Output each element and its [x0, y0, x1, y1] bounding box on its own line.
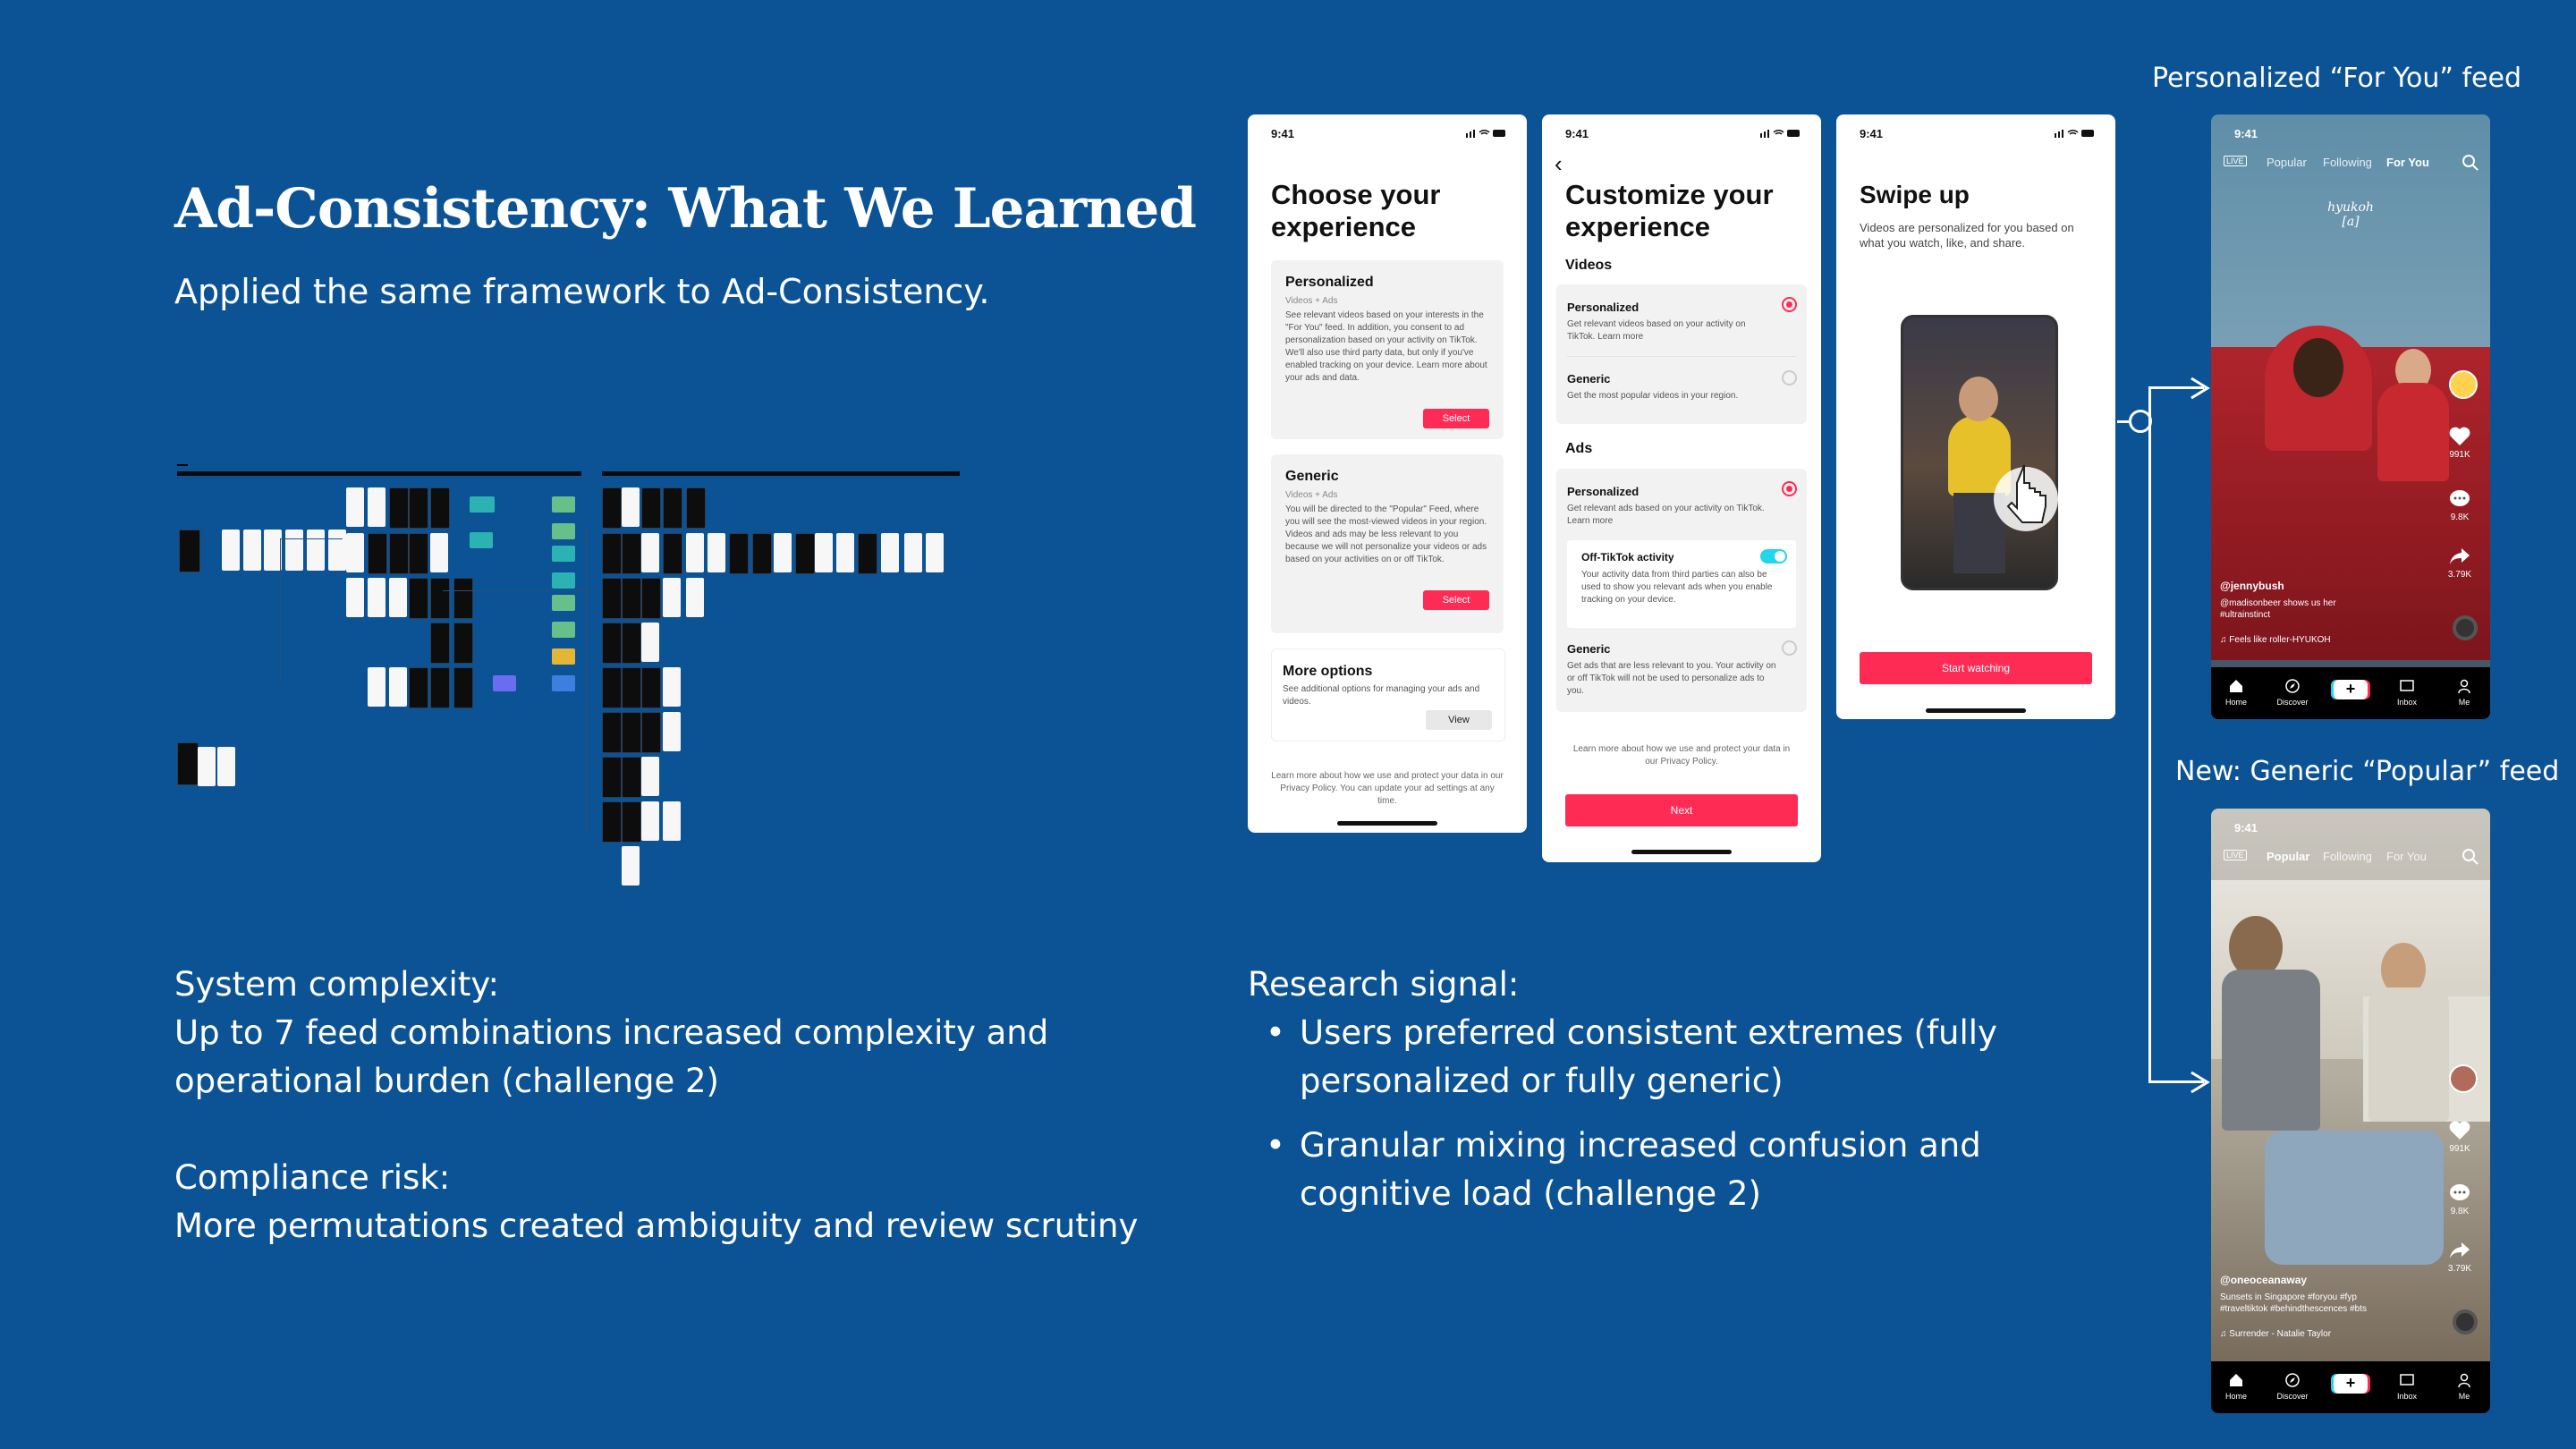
more-options-card[interactable]	[1271, 648, 1505, 741]
flow-map-thumbnail	[602, 487, 622, 529]
flow-map-thumbnail	[552, 572, 575, 589]
create-button[interactable]: +	[2334, 1374, 2368, 1394]
comment-button[interactable]: 9.8K	[2444, 1182, 2476, 1216]
flow-map-thumbnail	[881, 533, 899, 572]
research-bullet: • Users preferred consistent extremes (fully personalized or fully generic)	[1248, 1009, 1997, 1106]
bottom-nav	[2211, 667, 2490, 719]
slide-subtitle: Applied the same framework to Ad-Consistency.	[174, 272, 990, 311]
comment-icon	[2448, 1182, 2471, 1204]
home-indicator	[1926, 708, 2026, 713]
option-description: Get the most popular videos in your region.	[1567, 391, 1739, 401]
flow-map-thumbnail	[729, 533, 749, 574]
search-icon[interactable]	[2462, 154, 2479, 172]
flow-map-thumbnail	[641, 533, 659, 572]
flow-map-thumbnail	[552, 595, 575, 611]
flow-map-thumbnail	[368, 667, 386, 707]
flow-map-thumbnail	[774, 533, 792, 572]
sound-disc-icon[interactable]	[2453, 1309, 2478, 1335]
discover-icon	[2284, 678, 2301, 694]
flow-map-thumbnail	[552, 622, 575, 638]
flow-map-thumbnail	[493, 675, 516, 691]
bottom-nav	[2211, 1361, 2490, 1413]
profile-icon	[2456, 678, 2472, 694]
tab-popular[interactable]: Popular	[2267, 850, 2310, 863]
flow-map-thumbnail	[904, 533, 922, 572]
slide-title: Ad-Consistency: What We Learned	[174, 177, 1196, 241]
live-icon[interactable]: LIVE	[2224, 156, 2247, 166]
phone-preview-illustration	[1901, 315, 2058, 590]
flow-map	[174, 456, 979, 894]
flow-map-thumbnail	[368, 487, 386, 527]
card-subtitle: Videos + Ads	[1285, 490, 1338, 500]
flow-map-thumbnail	[430, 578, 450, 619]
flow-map-thumbnail	[430, 533, 448, 572]
comment-icon	[2448, 488, 2471, 510]
flow-map-thumbnail	[368, 533, 387, 574]
video-overlay-text: hyukoh [a]	[2327, 200, 2374, 229]
tab-for-you[interactable]: For You	[2386, 156, 2429, 169]
for-you-feed-label: Personalized “For You” feed	[2152, 63, 2521, 94]
status-time: 9:41	[2234, 127, 2258, 140]
home-indicator	[1631, 850, 1732, 854]
flow-map-thumbnail	[430, 487, 450, 529]
sound-disc-icon[interactable]	[2453, 615, 2478, 640]
flow-map-thumbnail	[602, 667, 622, 708]
flow-map-thumbnail	[622, 667, 641, 708]
flow-map-thumbnail	[602, 623, 622, 664]
share-icon	[2448, 1240, 2471, 1261]
flow-map-thumbnail	[641, 712, 661, 753]
option-label: Generic	[1567, 642, 1611, 656]
section-body: More permutations created ambiguity and review scrutiny	[174, 1207, 1139, 1245]
flow-map-thumbnail	[409, 667, 428, 708]
video-username[interactable]: @oneoceanaway	[2220, 1274, 2308, 1286]
flow-map-thumbnail	[686, 487, 706, 529]
flow-map-thumbnail	[243, 530, 261, 571]
flow-map-connector	[586, 528, 587, 832]
nav-discover[interactable]: Discover	[2276, 698, 2309, 707]
nav-home[interactable]: Home	[2224, 1392, 2247, 1401]
flow-map-thumbnail	[430, 667, 450, 708]
card-title: More options	[1283, 664, 1373, 679]
swipe-hand-icon	[1990, 463, 2062, 535]
videos-heading: Videos	[1565, 258, 1613, 273]
flow-map-thumbnail	[552, 546, 575, 562]
flow-map-thumbnail	[470, 496, 495, 513]
flow-map-thumbnail	[663, 667, 681, 707]
discover-icon	[2284, 1372, 2301, 1388]
video-sound[interactable]: ♫ Surrender - Natalie Taylor	[2220, 1329, 2332, 1339]
section-heading: Research signal:	[1248, 965, 1520, 1004]
flow-map-connector	[280, 538, 281, 682]
off-tiktok-toggle[interactable]	[1760, 549, 1787, 564]
tab-popular[interactable]: Popular	[2267, 156, 2307, 169]
flow-map-thumbnail	[815, 533, 833, 572]
popular-feed-screen	[2211, 809, 2490, 1413]
arrow-right-icon	[2190, 377, 2211, 400]
flow-map-thumbnail	[622, 487, 640, 527]
flow-map-thumbnail	[409, 578, 428, 619]
flow-map-thumbnail	[641, 757, 659, 796]
flow-map-thumbnail	[389, 667, 407, 707]
nav-discover[interactable]: Discover	[2276, 1392, 2309, 1401]
nav-inbox[interactable]: Inbox	[2396, 1392, 2418, 1401]
inbox-icon	[2399, 1372, 2415, 1388]
flow-map-divider	[177, 471, 581, 476]
option-label: Off-TikTok activity	[1581, 551, 1674, 564]
flow-map-thumbnail	[686, 533, 704, 572]
comment-button[interactable]: 9.8K	[2444, 488, 2476, 522]
nav-me[interactable]: Me	[2458, 1392, 2470, 1401]
select-button[interactable]: Select	[1423, 409, 1489, 428]
card-description: See relevant videos based on your interests in the "For You" feed. In addition, you consent to ad personalization based on your activity on TikTok. We'll also use third party data, but only if you've enabled tracking on your device. Learn more about your ads and data.	[1285, 310, 1487, 383]
status-icons	[2055, 129, 2096, 138]
video-caption: @madisonbeer shows us her #ultrainstinct	[2220, 598, 2336, 620]
system-complexity-section	[174, 961, 1048, 1106]
flow-map-thumbnail	[368, 578, 386, 617]
flow-map-thumbnail	[602, 757, 622, 798]
flow-map-thumbnail	[198, 747, 216, 786]
flow-map-thumbnail	[389, 578, 407, 617]
status-icons	[1760, 129, 1801, 138]
flow-map-thumbnail	[346, 487, 364, 527]
card-title: Generic	[1285, 469, 1339, 484]
flow-map-thumbnail	[470, 532, 493, 548]
status-time: 9:41	[1565, 127, 1589, 140]
tab-for-you[interactable]: For You	[2386, 850, 2427, 863]
inbox-icon	[2399, 678, 2415, 694]
screen-title: Customize your experience	[1565, 179, 1774, 242]
start-watching-button[interactable]: Start watching	[1860, 652, 2092, 684]
flow-map-connector	[443, 590, 586, 591]
flow-map-thumbnail	[641, 667, 661, 708]
section-body: Up to 7 feed combinations increased complexity and	[174, 1013, 1049, 1052]
flow-map-thumbnail	[177, 742, 199, 785]
flow-map-thumbnail	[602, 533, 622, 574]
arrow-right-icon	[2190, 1071, 2211, 1094]
nav-inbox[interactable]: Inbox	[2396, 698, 2418, 707]
status-time: 9:41	[1271, 127, 1295, 140]
next-button[interactable]: Next	[1565, 794, 1798, 826]
research-signal-section	[1248, 961, 1997, 1234]
video-caption: Sunsets in Singapore #foryou #fyp #traveltiktok #behindthescences #bts	[2220, 1292, 2367, 1314]
flow-map-thumbnail	[409, 487, 428, 529]
flow-map-thumbnail	[552, 675, 575, 691]
flow-map-thumbnail	[307, 530, 325, 571]
flow-map-thumbnail	[663, 487, 682, 529]
status-time: 9:41	[1860, 127, 1884, 140]
flow-map-thumbnail	[622, 712, 641, 753]
nav-home[interactable]: Home	[2224, 698, 2247, 707]
flow-map-thumbnail	[752, 533, 772, 574]
flow-map-thumbnail	[708, 533, 725, 572]
screen-choose-experience	[1248, 114, 1527, 833]
section-body: operational burden (challenge 2)	[174, 1062, 719, 1100]
generic-ads-radio[interactable]	[1782, 640, 1797, 656]
status-time: 9:41	[2234, 821, 2258, 835]
option-label: Personalized	[1567, 301, 1640, 314]
tab-following[interactable]: Following	[2323, 850, 2372, 863]
video-username[interactable]: @jennybush	[2220, 580, 2284, 592]
flow-map-thumbnail	[552, 523, 575, 539]
flow-map-thumbnail	[622, 578, 641, 619]
flow-map-thumbnail	[552, 496, 575, 513]
research-bullet: • Granular mixing increased confusion and cognitive load (challenge 2)	[1248, 1122, 1997, 1218]
personalized-videos-radio[interactable]	[1782, 297, 1797, 312]
card-title: Personalized	[1285, 275, 1374, 290]
popular-feed-label: New: Generic “Popular” feed	[2175, 756, 2560, 787]
flow-map-thumbnail	[622, 757, 641, 798]
flow-map-connector	[280, 538, 343, 539]
share-icon	[2448, 546, 2471, 567]
flow-map-thumbnail	[663, 578, 681, 617]
flow-map-thumbnail	[795, 533, 815, 574]
flow-map-thumbnail	[663, 712, 681, 751]
flow-map-thumbnail	[453, 667, 473, 708]
flow-map-thumbnail	[858, 533, 877, 574]
flow-map-thumbnail	[641, 801, 659, 841]
option-description: Get relevant ads based on your activity on TikTok. Learn more	[1567, 504, 1765, 526]
home-indicator	[1337, 821, 1437, 826]
flow-map-thumbnail	[663, 533, 682, 574]
flow-map-thumbnail	[622, 846, 640, 886]
screen-title: Choose your experience	[1271, 179, 1441, 242]
card-description: You will be directed to the "Popular" Feed, where you will see the most-viewed videos in your region. Videos and ads may be less relevant to you because we will not personalize your videos or ads based on your activities on or off TikTok.	[1285, 504, 1487, 564]
for-you-feed-screen	[2211, 114, 2490, 719]
like-button[interactable]: 991K	[2444, 1120, 2476, 1154]
generic-videos-radio[interactable]	[1782, 370, 1797, 386]
flow-map-divider	[602, 471, 960, 476]
flow-map-thumbnail	[641, 623, 659, 662]
heart-icon	[2448, 426, 2471, 447]
screen-customize-experience	[1542, 114, 1821, 862]
section-heading: Compliance risk:	[174, 1158, 451, 1197]
flow-map-thumbnail	[453, 623, 473, 664]
nav-me[interactable]: Me	[2458, 698, 2470, 707]
ads-options	[1556, 469, 1807, 712]
like-button[interactable]: 991K	[2444, 426, 2476, 460]
flow-map-thumbnail	[602, 712, 622, 753]
flow-map-thumbnail	[622, 533, 641, 574]
compliance-risk-section	[174, 1154, 1138, 1250]
flow-map-thumbnail	[222, 530, 240, 571]
flow-map-thumbnail	[926, 533, 944, 572]
card-description: See additional options for managing your ads and videos.	[1283, 684, 1480, 707]
personalized-card[interactable]	[1271, 260, 1504, 439]
section-heading: System complexity:	[174, 965, 499, 1004]
flow-map-thumbnail	[285, 530, 303, 571]
flow-map-thumbnail	[552, 648, 575, 665]
creator-avatar[interactable]	[2449, 1064, 2478, 1093]
live-icon[interactable]: LIVE	[2224, 850, 2247, 860]
share-button[interactable]: 3.79K	[2444, 1240, 2476, 1274]
screen-title: Swipe up	[1860, 181, 1970, 208]
flow-map-thumbnail	[217, 747, 235, 786]
profile-icon	[2456, 1372, 2472, 1388]
flow-map-thumbnail	[346, 533, 364, 572]
view-button[interactable]: View	[1426, 710, 1492, 730]
flow-map-thumbnail	[602, 801, 622, 843]
option-description: Get relevant videos based on your activity on TikTok. Learn more	[1567, 319, 1746, 342]
privacy-footer: Learn more about how we use and protect your data in our Privacy Policy. You can update your ad settings at any time.	[1271, 771, 1504, 806]
screen-description: Videos are personalized for you based on what you watch, like, and share.	[1860, 221, 2074, 250]
flow-map-thumbnail	[453, 578, 473, 619]
option-description: Get ads that are less relevant to you. Your activity on or off TikTok will not be used to personalize ads to you.	[1567, 661, 1776, 696]
flow-map-thumbnail	[663, 801, 681, 841]
back-icon[interactable]: ‹	[1555, 150, 1563, 177]
flow-map-thumbnail	[389, 533, 409, 574]
home-icon	[2228, 1372, 2244, 1388]
privacy-footer: Learn more about how we use and protect your data in our Privacy Policy.	[1572, 744, 1791, 767]
tab-following[interactable]: Following	[2323, 156, 2372, 169]
video-sound[interactable]: ♫ Feels like roller-HYUKOH	[2220, 635, 2331, 645]
flow-map-thumbnail	[179, 530, 200, 572]
flow-map-thumbnail	[686, 578, 704, 617]
creator-avatar[interactable]	[2449, 370, 2478, 399]
personalized-ads-radio[interactable]	[1782, 481, 1797, 496]
flow-map-marker	[177, 464, 188, 466]
status-icons	[1466, 129, 1507, 138]
videos-options	[1556, 284, 1807, 424]
search-icon[interactable]	[2462, 848, 2479, 866]
flow-map-thumbnail	[622, 801, 641, 843]
create-button[interactable]: +	[2334, 680, 2368, 699]
ads-heading: Ads	[1565, 441, 1593, 456]
option-description: Your activity data from third parties can also be used to show you relevant ads when you enable tracking on your device.	[1581, 570, 1773, 605]
card-subtitle: Videos + Ads	[1285, 296, 1338, 306]
flow-map-thumbnail	[622, 623, 641, 664]
option-label: Generic	[1567, 372, 1611, 386]
flow-map-thumbnail	[346, 578, 364, 617]
flow-map-thumbnail	[328, 530, 346, 571]
flow-map-thumbnail	[836, 533, 854, 572]
flow-map-thumbnail	[641, 487, 661, 529]
heart-icon	[2448, 1120, 2471, 1141]
share-button[interactable]: 3.79K	[2444, 546, 2476, 580]
flow-map-thumbnail	[641, 578, 661, 619]
flow-map-thumbnail	[409, 533, 428, 574]
flow-map-thumbnail	[264, 530, 282, 571]
flow-map-thumbnail	[602, 578, 622, 619]
generic-card[interactable]	[1271, 454, 1504, 633]
flow-map-thumbnail	[430, 623, 450, 664]
option-label: Personalized	[1567, 485, 1640, 498]
screen-swipe-up	[1836, 114, 2115, 719]
flow-map-thumbnail	[389, 487, 409, 529]
home-icon	[2228, 678, 2244, 694]
select-button[interactable]: Select	[1423, 590, 1489, 610]
